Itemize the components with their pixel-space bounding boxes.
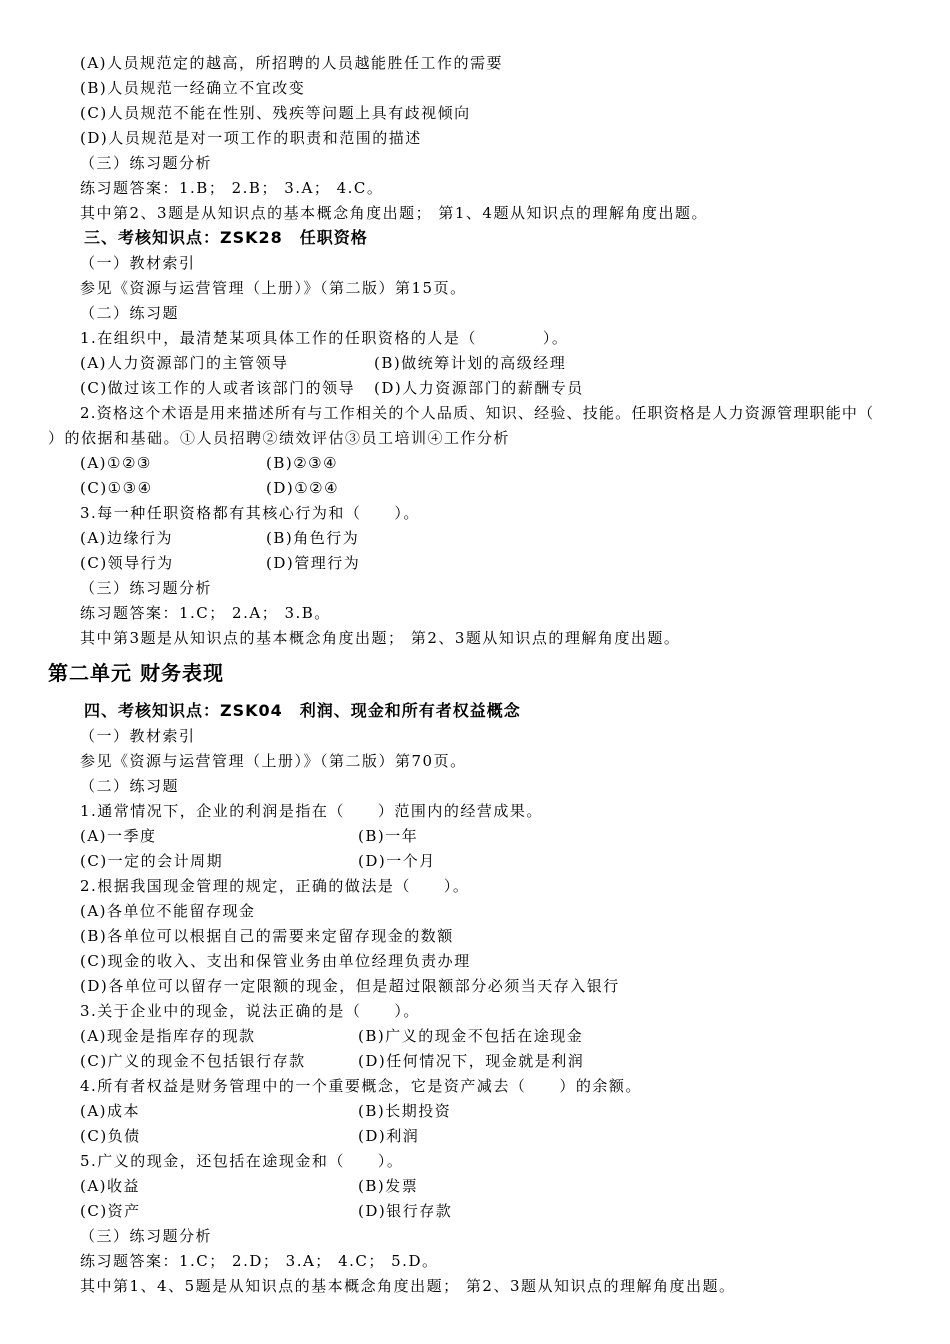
option-b: (B)②③④ xyxy=(266,454,339,472)
question-stem: 1.在组织中，最清楚某项具体工作的任职资格的人是（ ）。 xyxy=(80,329,569,347)
option-d: (D)一个月 xyxy=(358,852,436,870)
option-a: (A)①②③ xyxy=(80,454,152,472)
analysis-note: 其中第1、4、5题是从知识点的基本概念角度出题； 第2、3题从知识点的理解角度出题。 xyxy=(80,1277,736,1295)
section-heading: 四、考核知识点：ZSK04 利润、现金和所有者权益概念 xyxy=(84,701,521,720)
option-c: (C)一定的会计周期 xyxy=(80,852,224,870)
option-b: (B)广义的现金不包括在途现金 xyxy=(358,1027,584,1045)
option-d: (D)管理行为 xyxy=(266,554,361,572)
option-a: (A)各单位不能留存现金 xyxy=(80,902,256,920)
question-stem: 3.每一种任职资格都有其核心行为和（ ）。 xyxy=(80,504,420,522)
option-d: (D)各单位可以留存一定限额的现金，但是超过限额部分必须当天存入银行 xyxy=(80,977,620,995)
option-line: (C)人员规范不能在性别、残疾等问题上具有歧视倾向 xyxy=(80,104,471,122)
option-c: (C)资产 xyxy=(80,1202,141,1220)
question-stem: 2.资格这个术语是用来描述所有与工作相关的个人品质、知识、经验、技能。任职资格是人力资源管理职能中（ xyxy=(80,404,875,422)
option-b: (B)角色行为 xyxy=(266,529,360,547)
question-stem: 3.关于企业中的现金，说法正确的是（ ）。 xyxy=(80,1002,420,1020)
option-c: (C)①③④ xyxy=(80,479,153,497)
question-stem: 4.所有者权益是财务管理中的一个重要概念，它是资产减去（ ）的余额。 xyxy=(80,1077,642,1095)
analysis-heading: （三）练习题分析 xyxy=(80,154,213,172)
option-d: (D)任何情况下，现金就是利润 xyxy=(358,1052,585,1070)
answer-key: 练习题答案：1.C； 2.A； 3.B。 xyxy=(80,604,331,622)
analysis-note: 其中第2、3题是从知识点的基本概念角度出题； 第1、4题从知识点的理解角度出题。 xyxy=(80,204,708,222)
answer-key: 练习题答案：1.C； 2.D； 3.A； 4.C； 5.D。 xyxy=(80,1252,439,1270)
option-c: (C)现金的收入、支出和保管业务由单位经理负责办理 xyxy=(80,952,471,970)
option-a: (A)人力资源部门的主管领导 xyxy=(80,354,289,372)
analysis-heading: （三）练习题分析 xyxy=(80,579,213,597)
option-c: (C)做过该工作的人或者该部门的领导 xyxy=(80,379,356,397)
option-line: (A)人员规范定的越高，所招聘的人员越能胜任工作的需要 xyxy=(80,54,504,72)
option-a: (A)边缘行为 xyxy=(80,529,174,547)
option-d: (D)利润 xyxy=(358,1127,420,1145)
answer-key: 练习题答案：1.B； 2.B； 3.A； 4.C。 xyxy=(80,179,384,197)
question-stem-continued: ）的依据和基础。①人员招聘②绩效评估③员工培训④工作分析 xyxy=(48,429,511,447)
section-heading: 三、考核知识点：ZSK28 任职资格 xyxy=(84,228,368,247)
option-b: (B)做统筹计划的高级经理 xyxy=(374,354,567,372)
option-b: (B)各单位可以根据自己的需要来定留存现金的数额 xyxy=(80,927,454,945)
option-a: (A)一季度 xyxy=(80,827,157,845)
option-line: (B)人员规范一经确立不宜改变 xyxy=(80,79,306,97)
option-b: (B)长期投资 xyxy=(358,1102,452,1120)
subsection-heading: （一）教材索引 xyxy=(80,254,196,272)
option-a: (A)成本 xyxy=(80,1102,141,1120)
question-stem: 1.通常情况下，企业的利润是指在（ ）范围内的经营成果。 xyxy=(80,802,543,820)
question-stem: 5.广义的现金，还包括在途现金和（ ）。 xyxy=(80,1152,404,1170)
option-d: (D)人力资源部门的薪酬专员 xyxy=(374,379,584,397)
unit-title: 第二单元 财务表现 xyxy=(48,661,224,685)
option-b: (B)一年 xyxy=(358,827,419,845)
option-c: (C)领导行为 xyxy=(80,554,174,572)
option-d: (D)①②④ xyxy=(266,479,340,497)
option-d: (D)银行存款 xyxy=(358,1202,453,1220)
subsection-heading: （一）教材索引 xyxy=(80,727,196,745)
subsection-heading: （二）练习题 xyxy=(80,777,180,795)
option-c: (C)负债 xyxy=(80,1127,141,1145)
option-c: (C)广义的现金不包括银行存款 xyxy=(80,1052,306,1070)
textbook-reference: 参见《资源与运营管理（上册）》（第二版）第70页。 xyxy=(80,752,467,770)
analysis-heading: （三）练习题分析 xyxy=(80,1227,213,1245)
subsection-heading: （二）练习题 xyxy=(80,304,180,322)
option-line: (D)人员规范是对一项工作的职责和范围的描述 xyxy=(80,129,422,147)
analysis-note: 其中第3题是从知识点的基本概念角度出题； 第2、3题从知识点的理解角度出题。 xyxy=(80,629,681,647)
option-b: (B)发票 xyxy=(358,1177,419,1195)
option-a: (A)现金是指库存的现款 xyxy=(80,1027,256,1045)
textbook-reference: 参见《资源与运营管理（上册）》（第二版）第15页。 xyxy=(80,279,467,297)
question-stem: 2.根据我国现金管理的规定，正确的做法是（ ）。 xyxy=(80,877,470,895)
option-a: (A)收益 xyxy=(80,1177,141,1195)
